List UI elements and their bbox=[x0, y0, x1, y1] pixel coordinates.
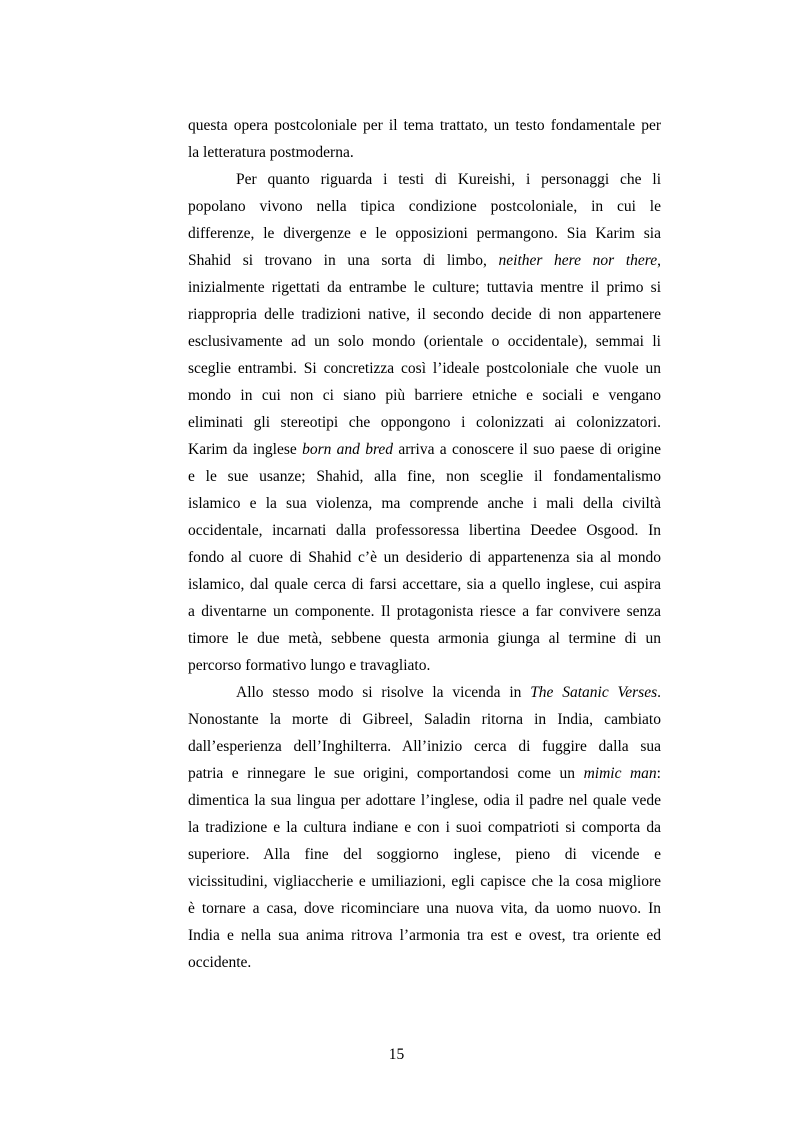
text-line bbox=[188, 706, 661, 733]
text-line bbox=[188, 328, 661, 355]
text-line bbox=[188, 895, 661, 922]
text-segment: timore le due metà, sebbene questa armonia giunga al termine di un bbox=[188, 630, 661, 647]
text-line bbox=[188, 868, 661, 895]
text-line bbox=[188, 517, 661, 544]
text-segment: islamico, dal quale cerca di farsi accettare, sia a quello inglese, cui aspira bbox=[188, 576, 661, 593]
text-segment: dimentica la sua lingua per adottare l’inglese, odia il padre nel quale vede bbox=[188, 792, 661, 809]
text-segment: islamico e la sua violenza, ma comprende anche i mali della civiltà bbox=[188, 495, 661, 512]
text-line bbox=[188, 247, 661, 274]
text-segment: fondo al cuore di Shahid c’è un desiderio di appartenenza sia al mondo bbox=[188, 549, 661, 566]
text-line bbox=[188, 355, 661, 382]
text-segment: arriva a conoscere il suo paese di origine bbox=[393, 441, 661, 458]
text-segment: patria e rinnegare le sue origini, comportandosi come un bbox=[188, 765, 584, 782]
text-line bbox=[188, 220, 661, 247]
text-segment: questa opera postcoloniale per il tema trattato, un testo fondamentale per bbox=[188, 117, 661, 134]
text-segment: a diventarne un componente. Il protagonista riesce a far convivere senza bbox=[188, 603, 661, 620]
text-segment: percorso formativo lungo e travagliato. bbox=[188, 657, 431, 674]
text-line bbox=[188, 139, 354, 166]
text-segment: vicissitudini, vigliaccherie e umiliazioni, egli capisce che la cosa migliore bbox=[188, 873, 661, 890]
text-segment: la letteratura postmoderna. bbox=[188, 144, 354, 161]
text-segment: popolano vivono nella tipica condizione postcoloniale, in cui le bbox=[188, 198, 661, 215]
text-segment: dall’esperienza dell’Inghilterra. All’inizio cerca di fuggire dalla sua bbox=[188, 738, 661, 755]
text-line bbox=[188, 598, 661, 625]
text-line bbox=[188, 436, 661, 463]
text-line bbox=[188, 787, 661, 814]
text-line bbox=[188, 814, 661, 841]
text-segment: , bbox=[657, 252, 661, 269]
text-segment: : bbox=[656, 765, 661, 782]
text-segment: Nonostante la morte di Gibreel, Saladin ritorna in India, cambiato bbox=[188, 711, 661, 728]
text-segment: e le sue usanze; Shahid, alla fine, non sceglie il fondamentalismo bbox=[188, 468, 661, 485]
text-line bbox=[188, 922, 661, 949]
text-segment: occidentale, incarnati dalla professoressa libertina Deedee Osgood. In bbox=[188, 522, 661, 539]
text-line bbox=[188, 274, 661, 301]
text-line bbox=[188, 652, 430, 679]
text-segment: eliminati gli stereotipi che oppongono i colonizzati ai colonizzatori. bbox=[188, 414, 661, 431]
italic-text: mimic man bbox=[583, 765, 657, 782]
italic-text: The Satanic Verses bbox=[530, 684, 658, 701]
text-line bbox=[188, 625, 661, 652]
text-segment: differenze, le divergenze e le opposizioni permangono. Sia Karim sia bbox=[188, 225, 661, 242]
text-line bbox=[236, 679, 661, 706]
text-segment: Allo stesso modo si risolve la vicenda in bbox=[236, 684, 531, 701]
text-line bbox=[188, 301, 661, 328]
text-line bbox=[188, 490, 661, 517]
text-line bbox=[188, 733, 661, 760]
page-number: 15 bbox=[388, 1046, 405, 1063]
text-segment: mondo in cui non ci siano più barriere etniche e sociali e vengano bbox=[188, 387, 661, 404]
text-line bbox=[188, 193, 661, 220]
text-segment: . bbox=[657, 684, 661, 701]
text-segment: sceglie entrambi. Si concretizza così l’ideale postcoloniale che vuole un bbox=[188, 360, 661, 377]
italic-text: neither here nor there bbox=[498, 252, 658, 269]
text-line bbox=[188, 112, 661, 139]
text-segment: Karim da inglese bbox=[188, 441, 303, 458]
text-segment: Shahid si trovano in una sorta di limbo, bbox=[188, 252, 499, 269]
text-line bbox=[188, 949, 251, 976]
text-line bbox=[188, 544, 661, 571]
text-segment: occidente. bbox=[188, 954, 252, 971]
text-segment: è tornare a casa, dove ricominciare una nuova vita, da uomo nuovo. In bbox=[188, 900, 661, 917]
text-line bbox=[188, 409, 661, 436]
text-segment: riappropria delle tradizioni native, il secondo decide di non appartenere bbox=[188, 306, 661, 323]
text-segment: superiore. Alla fine del soggiorno inglese, pieno di vicende e bbox=[188, 846, 661, 863]
text-line bbox=[188, 571, 661, 598]
text-line bbox=[236, 166, 661, 193]
text-line bbox=[188, 841, 661, 868]
text-segment: India e nella sua anima ritrova l’armonia tra est e ovest, tra oriente ed bbox=[188, 927, 661, 944]
italic-text: born and bred bbox=[302, 441, 394, 458]
text-line bbox=[188, 760, 661, 787]
text-segment: esclusivamente ad un solo mondo (orientale o occidentale), semmai li bbox=[188, 333, 661, 350]
text-segment: la tradizione e la cultura indiane e con i suoi compatrioti si comporta da bbox=[188, 819, 661, 836]
text-segment: inizialmente rigettati da entrambe le culture; tuttavia mentre il primo si bbox=[188, 279, 661, 296]
text-line bbox=[188, 382, 661, 409]
text-line bbox=[188, 463, 661, 490]
text-segment: Per quanto riguarda i testi di Kureishi, i personaggi che li bbox=[236, 171, 661, 188]
